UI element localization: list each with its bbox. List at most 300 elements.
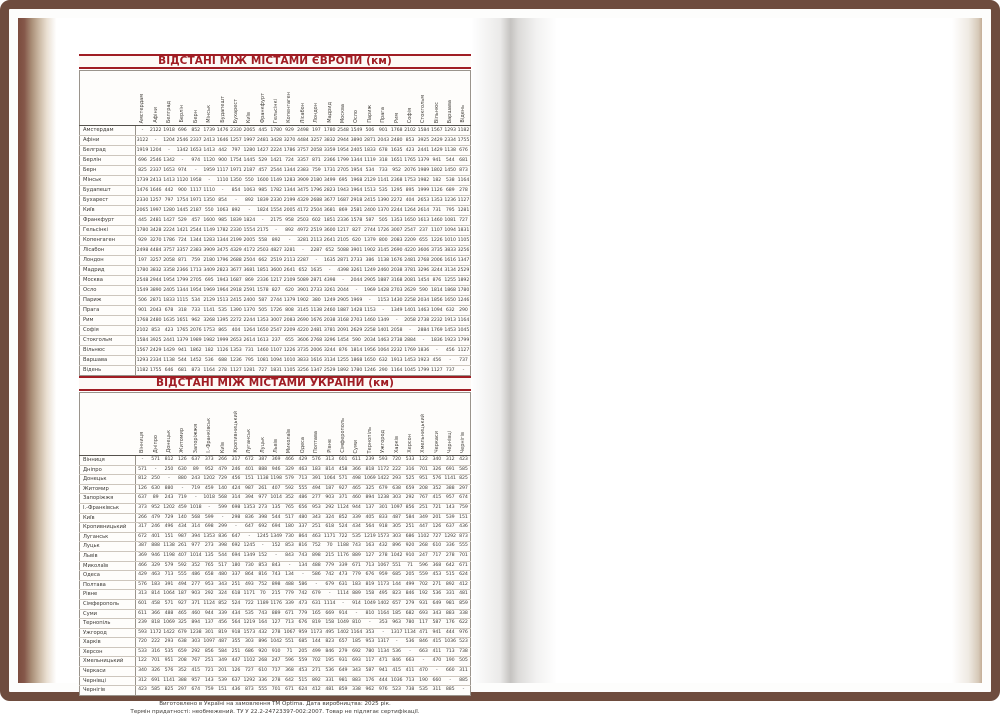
- distance-cell: 423: [138, 687, 147, 693]
- distance-cell: 576: [430, 475, 443, 485]
- column-header-city: Чернівці: [443, 393, 456, 456]
- distance-cell: 4172: [296, 206, 309, 216]
- distance-cell: 398: [216, 542, 229, 552]
- distance-cell: 898: [269, 580, 282, 590]
- distance-cell: 559: [296, 657, 309, 667]
- distance-cell: 1428: [377, 286, 390, 296]
- distance-cell: 2629: [403, 286, 416, 296]
- table-row: [80, 126, 471, 136]
- distance-cell: 825: [136, 166, 149, 176]
- distance-cell: 3261: [323, 286, 336, 296]
- distance-cell: 2287: [310, 246, 323, 256]
- distance-cell: 1164: [350, 628, 363, 638]
- distance-cell: 987: [176, 532, 189, 542]
- ukraine-table-title: ВІДСТАНІ МІЖ МІСТАМИ УКРАЇНИ (км): [79, 376, 471, 391]
- distance-cell: 3757: [162, 246, 175, 256]
- distance-cell: 2918: [350, 196, 363, 206]
- distance-cell: 910: [403, 551, 416, 561]
- distance-cell: 1943: [216, 276, 229, 286]
- distance-cell: 1126: [430, 186, 443, 196]
- distance-cell: 498: [350, 475, 363, 485]
- distance-cell: 977: [189, 542, 202, 552]
- distance-cell: 1956: [363, 346, 376, 356]
- distance-cell: 2209: [403, 236, 416, 246]
- distance-cell: 759: [204, 687, 214, 693]
- distance-cell: 638: [390, 484, 403, 494]
- distance-cell: 1063: [216, 206, 229, 216]
- distance-cell: 738: [405, 687, 415, 693]
- column-header-city: Лісабон: [296, 71, 309, 126]
- distance-cell: 676: [363, 571, 376, 581]
- distance-cell: 698: [229, 503, 242, 513]
- distance-cell: 1036: [443, 638, 456, 648]
- distance-cell: 387: [136, 542, 149, 552]
- distance-cell: 338: [352, 687, 361, 693]
- distance-cell: 2688: [310, 196, 323, 206]
- distance-cell: 843: [283, 551, 296, 561]
- distance-cell: 1958: [189, 176, 202, 186]
- distance-cell: 2043: [377, 136, 390, 146]
- distance-cell: 480: [296, 513, 309, 523]
- distance-cell: 1049: [363, 599, 376, 609]
- distance-cell: 1892: [337, 368, 349, 373]
- distance-cell: 251: [229, 647, 242, 657]
- column-header-city: Москва: [336, 71, 349, 126]
- distance-cell: 338: [457, 609, 471, 619]
- distance-cell: 1765: [176, 326, 189, 336]
- distance-cell: 401: [243, 465, 256, 475]
- distance-cell: 1999: [216, 336, 229, 346]
- distance-cell: 180: [229, 561, 242, 571]
- row-header-city: Стокгольм: [80, 336, 136, 346]
- distance-cell: 297: [457, 484, 471, 494]
- distance-cell: 713: [283, 619, 296, 629]
- row-header-city: Софія: [80, 326, 136, 336]
- distance-cell: 981: [336, 676, 349, 686]
- distance-cell: 658: [202, 571, 215, 581]
- distance-cell: 2823: [323, 186, 336, 196]
- distance-cell: 1421: [176, 226, 189, 236]
- distance-cell: 836: [216, 532, 229, 542]
- distance-cell: 1353: [202, 532, 215, 542]
- distance-cell: 2199: [229, 236, 242, 246]
- distance-cell: 1264: [403, 206, 416, 216]
- distance-cell: 713: [162, 571, 175, 581]
- distance-cell: 944: [350, 503, 363, 513]
- distance-cell: -: [310, 256, 323, 266]
- manufacturer-note-line2: Термін придатності: необмежений. ТУ У 22.2-24723397-002:2007. Товар не підлягає сертифікації.: [130, 709, 420, 716]
- distance-cell: 743: [296, 551, 309, 561]
- distance-cell: 251: [403, 523, 416, 533]
- distance-cell: 1102: [243, 657, 256, 667]
- distance-cell: 941: [377, 667, 390, 677]
- distance-cell: 564: [229, 619, 242, 629]
- table-row: [80, 523, 471, 533]
- distance-cell: 247: [269, 657, 282, 667]
- distance-cell: 1964: [350, 186, 363, 196]
- distance-cell: 1010: [443, 236, 456, 246]
- distance-cell: 463: [149, 571, 162, 581]
- distance-cell: 871: [310, 156, 323, 166]
- distance-cell: 1646: [216, 136, 229, 146]
- distance-cell: 1138: [310, 306, 323, 316]
- distance-cell: 918: [377, 523, 390, 533]
- distance-cell: 1427: [256, 146, 269, 156]
- distance-cell: 4484: [296, 136, 309, 146]
- distance-cell: 535: [243, 609, 256, 619]
- distance-cell: 301: [202, 628, 215, 638]
- distance-cell: 833: [377, 513, 390, 523]
- distance-cell: 1646: [149, 186, 162, 196]
- distance-cell: 2383: [189, 246, 202, 256]
- distance-cell: 731: [243, 346, 256, 356]
- distance-cell: 4220: [403, 246, 416, 256]
- distance-cell: 3244: [323, 346, 336, 356]
- distance-cell: 183: [149, 580, 162, 590]
- distance-cell: 470: [430, 657, 443, 667]
- distance-cell: 1796: [216, 256, 229, 266]
- distance-cell: 2232: [430, 316, 443, 326]
- distance-cell: 442: [162, 186, 175, 196]
- distance-cell: 436: [457, 523, 471, 533]
- distance-cell: 701: [271, 687, 281, 693]
- distance-cell: 2065: [136, 206, 149, 216]
- distance-cell: -: [296, 246, 309, 256]
- corner-cell: [80, 393, 136, 456]
- column-header-city: Полтава: [310, 393, 323, 456]
- distance-cell: 663: [417, 647, 430, 657]
- distance-cell: 251: [229, 580, 242, 590]
- distance-cell: 694: [229, 551, 242, 561]
- distance-cell: 325: [176, 619, 189, 629]
- distance-cell: 2481: [149, 216, 162, 226]
- distance-cell: 1110: [202, 186, 215, 196]
- table-row: [80, 336, 471, 346]
- distance-cell: 674: [191, 687, 201, 693]
- distance-cell: 488: [162, 609, 175, 619]
- column-header-city: Вільнюс: [430, 71, 443, 126]
- distance-cell: 1726: [269, 306, 282, 316]
- column-header-city: Афіни: [149, 71, 162, 126]
- distance-cell: 303: [390, 494, 403, 504]
- table-row: [80, 551, 471, 561]
- distance-cell: 336: [443, 542, 456, 552]
- distance-cell: 1755: [457, 136, 471, 146]
- distance-cell: 671: [283, 609, 296, 619]
- distance-cell: 885: [445, 687, 455, 693]
- distance-cell: 1069: [162, 619, 175, 629]
- table-row: [80, 316, 471, 326]
- row-header-city: Белград: [80, 146, 136, 156]
- distance-cell: 339: [216, 609, 229, 619]
- distance-cell: 3134: [323, 356, 336, 366]
- distance-cell: 895: [403, 186, 416, 196]
- distance-cell: 1969: [350, 296, 363, 306]
- distance-cell: 1064: [162, 590, 175, 600]
- distance-cell: 456: [430, 356, 443, 366]
- distance-cell: 729: [162, 513, 175, 523]
- distance-cell: -: [336, 599, 349, 609]
- distance-cell: 239: [136, 619, 149, 629]
- row-header-city: Полтава: [80, 580, 136, 590]
- distance-cell: 1892: [457, 276, 471, 286]
- distance-cell: 853: [256, 561, 269, 571]
- column-header-city: Копенгаген: [283, 71, 296, 126]
- distance-cell: 339: [350, 513, 363, 523]
- distance-cell: -: [403, 326, 416, 336]
- distance-cell: -: [462, 368, 465, 373]
- row-header-city: Афіни: [80, 136, 136, 146]
- distance-cell: 2460: [323, 306, 336, 316]
- distance-cell: 137: [202, 619, 215, 629]
- column-header-city: Хмельницький: [417, 393, 430, 456]
- distance-cell: 853: [149, 326, 162, 336]
- distance-cell: 473: [336, 571, 349, 581]
- distance-cell: 681: [178, 368, 187, 373]
- distance-cell: 727: [243, 667, 256, 677]
- distance-cell: 71: [403, 561, 416, 571]
- distance-cell: 576: [162, 667, 175, 677]
- distance-cell: 883: [443, 609, 456, 619]
- distance-cell: -: [390, 316, 403, 326]
- distance-cell: 571: [162, 599, 175, 609]
- distance-cell: 1094: [269, 356, 282, 366]
- distance-cell: 183: [310, 465, 323, 475]
- distance-cell: 4172: [243, 246, 256, 256]
- distance-cell: 737: [445, 368, 455, 373]
- distance-cell: 2653: [229, 336, 242, 346]
- distance-cell: 4329: [229, 246, 242, 256]
- distance-cell: 587: [363, 667, 376, 677]
- column-header-city: Кропивницький: [229, 393, 242, 456]
- distance-cell: 2368: [390, 176, 403, 186]
- distance-cell: 301: [377, 503, 390, 513]
- distance-cell: 2705: [336, 166, 349, 176]
- distance-cell: 927: [176, 599, 189, 609]
- distance-cell: 447: [229, 657, 242, 667]
- distance-cell: 1989: [189, 336, 202, 346]
- distance-cell: 1117: [216, 166, 229, 176]
- distance-cell: 1868: [350, 356, 363, 366]
- distance-cell: 3833: [443, 246, 456, 256]
- distance-cell: 488: [283, 580, 296, 590]
- distance-cell: 1768: [136, 316, 149, 326]
- distance-cell: 1954: [350, 166, 363, 176]
- distance-cell: 3409: [202, 266, 215, 276]
- manufacturer-note-line1: Виготовлено в Україні на замовлення ТМ Optima. Дата виробництва: 2025 рік.: [159, 700, 391, 707]
- distance-cell: 676: [457, 146, 471, 156]
- distance-cell: 190: [443, 657, 456, 667]
- distance-cell: 529: [176, 216, 189, 226]
- distance-cell: 1814: [430, 286, 443, 296]
- distance-cell: 1124: [202, 599, 215, 609]
- distance-cell: 610: [256, 667, 269, 677]
- column-header-city: Житомир: [176, 393, 189, 456]
- distance-cell: 247: [417, 551, 430, 561]
- distance-cell: 366: [350, 465, 363, 475]
- distance-cell: 2400: [363, 206, 376, 216]
- distance-cell: -: [363, 619, 376, 629]
- distance-cell: 827: [350, 226, 363, 236]
- distance-cell: 2330: [229, 226, 242, 236]
- distance-cell: 1293: [443, 126, 456, 136]
- distance-cell: 292: [403, 494, 416, 504]
- distance-cell: 1802: [430, 166, 443, 176]
- distance-cell: 185: [350, 638, 363, 648]
- distance-cell: 1236: [443, 196, 456, 206]
- distance-cell: 536: [202, 356, 215, 366]
- row-header-city: Ужгород: [80, 628, 136, 638]
- distance-cell: 2519: [269, 256, 282, 266]
- distance-cell: 144: [310, 638, 323, 648]
- distance-cell: 962: [365, 687, 375, 693]
- distance-cell: 471: [377, 657, 390, 667]
- distance-cell: 2113: [283, 256, 296, 266]
- distance-cell: 1390: [229, 306, 242, 316]
- row-header-city: Чернівці: [80, 676, 136, 686]
- distance-cell: 405: [363, 513, 376, 523]
- distance-cell: 2091: [336, 326, 349, 336]
- distance-cell: 696: [176, 126, 189, 136]
- distance-cell: 505: [457, 657, 471, 667]
- distance-cell: 4329: [296, 196, 309, 206]
- distance-cell: 298: [229, 513, 242, 523]
- distance-cell: 823: [390, 590, 403, 600]
- distance-cell: 1045: [457, 326, 471, 336]
- distance-cell: 602: [310, 216, 323, 226]
- distance-cell: 2690: [390, 246, 403, 256]
- distance-cell: 659: [403, 484, 416, 494]
- distance-cell: 1856: [430, 296, 443, 306]
- column-header-city: Харків: [390, 393, 403, 456]
- distance-cell: 2102: [403, 126, 416, 136]
- distance-cell: 152: [256, 551, 269, 561]
- distance-cell: 767: [417, 494, 430, 504]
- distance-cell: -: [256, 542, 269, 552]
- distance-cell: 391: [310, 475, 323, 485]
- distance-cell: 151: [162, 532, 175, 542]
- distance-cell: 780: [403, 619, 416, 629]
- distance-cell: 624: [298, 687, 308, 693]
- row-header-city: Рівне: [80, 590, 136, 600]
- distance-cell: 2481: [256, 136, 269, 146]
- distance-cell: 2258: [403, 296, 416, 306]
- distance-cell: 4398: [336, 266, 349, 276]
- distance-cell: 1127: [457, 196, 471, 206]
- distance-cell: 401: [149, 532, 162, 542]
- distance-cell: 349: [417, 513, 430, 523]
- distance-cell: 795: [443, 206, 456, 216]
- distance-cell: 660: [443, 667, 456, 677]
- distance-cell: 559: [417, 571, 430, 581]
- distance-cell: 630: [149, 484, 162, 494]
- distance-cell: 187: [323, 484, 336, 494]
- distance-cell: 1120: [176, 176, 189, 186]
- row-header-city: Лісабон: [80, 246, 136, 256]
- distance-cell: 368: [283, 667, 296, 677]
- distance-cell: 702: [417, 580, 430, 590]
- distance-cell: 2081: [403, 276, 416, 286]
- distance-cell: 2383: [296, 166, 309, 176]
- distance-cell: 691: [443, 465, 456, 475]
- distance-cell: 717: [430, 551, 443, 561]
- distance-cell: 1754: [229, 156, 242, 166]
- row-header-city: Осло: [80, 286, 136, 296]
- distance-cell: 1094: [443, 226, 456, 236]
- distance-cell: 1171: [323, 532, 336, 542]
- distance-cell: 495: [377, 590, 390, 600]
- distance-cell: 550: [202, 206, 215, 216]
- distance-cell: 493: [243, 580, 256, 590]
- distance-cell: 505: [377, 216, 390, 226]
- distance-cell: 278: [218, 368, 227, 373]
- distance-cell: 576: [310, 456, 323, 466]
- distance-cell: 2871: [363, 136, 376, 146]
- distance-cell: 423: [457, 456, 471, 466]
- distance-cell: 544: [176, 356, 189, 366]
- distance-cell: 436: [231, 687, 241, 693]
- distance-cell: 765: [202, 561, 215, 571]
- distance-cell: 313: [136, 590, 149, 600]
- distance-cell: 3281: [296, 236, 309, 246]
- distance-cell: 695: [336, 176, 349, 186]
- row-header-city: Лондон: [80, 256, 136, 266]
- distance-cell: 325: [363, 484, 376, 494]
- table-row: [80, 326, 471, 336]
- distance-cell: 3735: [296, 346, 309, 356]
- distance-cell: 488: [310, 561, 323, 571]
- distance-cell: 314: [229, 494, 242, 504]
- distance-cell: 505: [256, 306, 269, 316]
- distance-cell: 889: [350, 590, 363, 600]
- distance-cell: 825: [164, 687, 174, 693]
- distance-cell: 846: [390, 657, 403, 667]
- distance-cell: 2330: [136, 196, 149, 206]
- distance-cell: 3901: [350, 246, 363, 256]
- distance-cell: 2768: [310, 336, 323, 346]
- distance-cell: 1887: [336, 306, 349, 316]
- distance-cell: 698: [202, 523, 215, 533]
- distance-cell: 1105: [283, 368, 296, 373]
- distance-cell: 779: [323, 561, 336, 571]
- distance-cell: 2823: [216, 266, 229, 276]
- distance-cell: 1616: [443, 256, 456, 266]
- distance-cell: -: [377, 628, 390, 638]
- distance-cell: 2480: [149, 316, 162, 326]
- distance-cell: 89: [149, 494, 162, 504]
- distance-cell: 590: [417, 286, 430, 296]
- distance-cell: 1453: [403, 356, 416, 366]
- distance-cell: 2738: [390, 336, 403, 346]
- distance-cell: 985: [256, 186, 269, 196]
- distance-cell: 816: [256, 571, 269, 581]
- distance-cell: 352: [176, 667, 189, 677]
- distance-cell: 1839: [256, 196, 269, 206]
- distance-cell: 3600: [269, 266, 282, 276]
- distance-cell: 243: [189, 475, 202, 485]
- distance-cell: 1182: [136, 368, 149, 373]
- distance-cell: 3677: [229, 266, 242, 276]
- distance-cell: 2175: [269, 216, 282, 226]
- distance-cell: 2187: [189, 206, 202, 216]
- distance-cell: 1172: [377, 465, 390, 475]
- row-header-city: Париж: [80, 296, 136, 306]
- distance-cell: 1283: [283, 176, 296, 186]
- distance-cell: 742: [296, 590, 309, 600]
- distance-cell: 610: [430, 542, 443, 552]
- distance-cell: 158: [363, 590, 376, 600]
- distance-cell: 2544: [189, 226, 202, 236]
